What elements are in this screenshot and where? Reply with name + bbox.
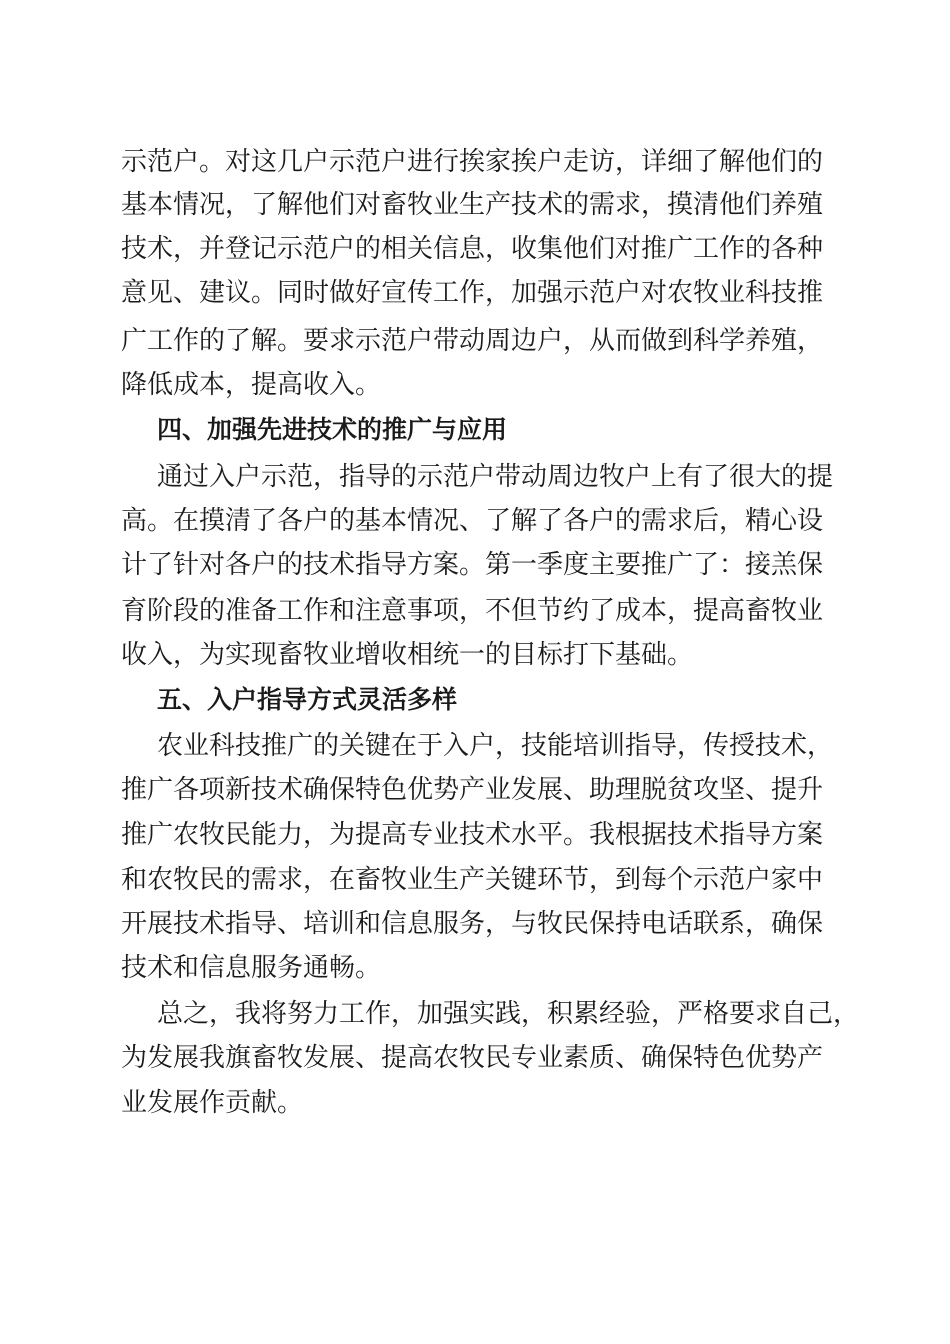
paragraph-line: 通过入户示范，指导的示范户带动周边牧户上有了很大的提 [157,462,834,492]
paragraph-line: 广工作的了解。要求示范户带动周边户，从而做到科学养殖， [121,326,824,356]
paragraph-line: 计了针对各户的技术指导方案。第一季度主要推广了：接羔保 [121,550,824,580]
paragraph-line: 技术和信息服务通畅。 [121,953,382,983]
paragraph-line: 示范户。对这几户示范户进行挨家挨户走访，详细了解他们的 [121,147,824,177]
paragraph-line: 收入，为实现畜牧业增收相统一的目标打下基础。 [121,640,694,670]
paragraph-line: 业发展作贡献。 [121,1088,304,1118]
paragraph-line: 降低成本，提高收入。 [121,370,382,400]
paragraph-line: 高。在摸清了各户的基本情况、了解了各户的需求后，精心设 [121,506,824,536]
paragraph-line: 农业科技推广的关键在于入户，技能培训指导，传授技术， [157,731,834,761]
paragraph-line: 基本情况，了解他们对畜牧业生产技术的需求，摸清他们养殖 [121,190,824,220]
paragraph-line: 为发展我旗畜牧发展、提高农牧民专业素质、确保特色优势产 [121,1043,824,1073]
paragraph-line: 开展技术指导、培训和信息服务，与牧民保持电话联系，确保 [121,909,824,939]
paragraph-line: 总之，我将努力工作，加强实践，积累经验，严格要求自己， [157,999,860,1029]
paragraph-line: 意见、建议。同时做好宣传工作，加强示范户对农牧业科技推 [121,278,824,308]
paragraph-line: 和农牧民的需求，在畜牧业生产关键环节，到每个示范户家中 [121,865,824,895]
paragraph-line: 推广农牧民能力，为提高专业技术水平。我根据技术指导方案 [121,820,824,850]
section-heading-4: 四、加强先进技术的推广与应用 [157,415,508,444]
paragraph-line: 技术，并登记示范户的相关信息，收集他们对推广工作的各种 [121,234,824,264]
paragraph-line: 育阶段的准备工作和注意事项，不但节约了成本，提高畜牧业 [121,596,824,626]
paragraph-line: 推广各项新技术确保特色优势产业发展、助理脱贫攻坚、提升 [121,775,824,805]
section-heading-5: 五、入户指导方式灵活多样 [157,685,458,714]
